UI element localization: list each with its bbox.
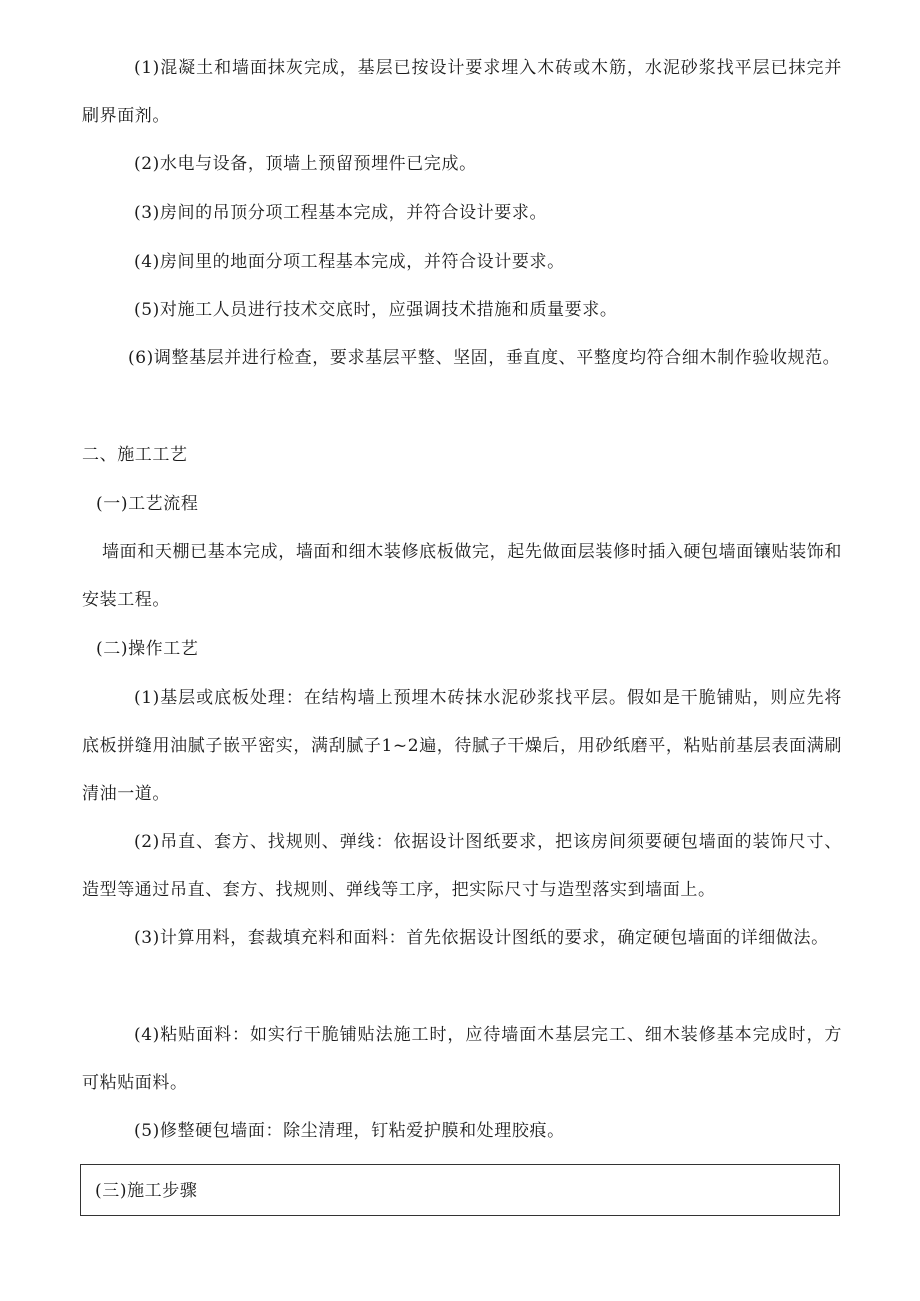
process-flow-title: (一)工艺流程 — [96, 494, 199, 514]
prerequisite-item-1: (1)混凝土和墙面抹灰完成，基层已按设计要求埋入木砖或木筋，水泥砂浆找平层已抹完并刷界面剂。 — [82, 58, 842, 126]
prerequisite-item-3: (3)房间的吊顶分项工程基本完成，并符合设计要求。 — [134, 203, 548, 223]
prerequisite-item-2: (2)水电与设备，顶墙上预留预埋件已完成。 — [134, 154, 477, 174]
prerequisite-item-6: (6)调整基层并进行检查，要求基层平整、坚固，垂直度、平整度均符合细木制作验收规范。 — [128, 348, 841, 368]
operation-step-4: (4)粘贴面料：如实行干脆铺贴法施工时，应待墙面木基层完工、细木装修基本完成时，方可粘贴面料。 — [82, 1025, 842, 1093]
section-two-title: 二、施工工艺 — [82, 445, 188, 465]
prerequisite-item-4: (4)房间里的地面分项工程基本完成，并符合设计要求。 — [134, 252, 565, 272]
process-flow-text: 墙面和天棚已基本完成，墙面和细木装修底板做完，起先做面层装修时插入硬包墙面镶贴装饰和安装工程。 — [82, 542, 842, 610]
prerequisite-item-5: (5)对施工人员进行技术交底时，应强调技术措施和质量要求。 — [134, 300, 618, 320]
operation-title: (二)操作工艺 — [96, 639, 199, 659]
operation-step-3: (3)计算用料，套裁填充料和面料：首先依据设计图纸的要求，确定硬包墙面的详细做法。 — [134, 928, 829, 948]
construction-steps-box — [80, 1164, 840, 1216]
operation-step-1: (1)基层或底板处理：在结构墙上预埋木砖抹水泥砂浆找平层。假如是干脆铺贴，则应先将底板拼缝用油腻子嵌平密实，满刮腻子1~2遍，待腻子干燥后，用砂纸磨平，粘贴前基层表面满刷清油一道。 — [82, 688, 842, 804]
construction-steps-title: (三)施工步骤 — [95, 1181, 198, 1201]
operation-step-2: (2)吊直、套方、找规则、弹线：依据设计图纸要求，把该房间须要硬包墙面的装饰尺寸、造型等通过吊直、套方、找规则、弹线等工序，把实际尺寸与造型落实到墙面上。 — [82, 832, 842, 900]
operation-step-5: (5)修整硬包墙面：除尘清理，钉粘爱护膜和处理胶痕。 — [134, 1121, 565, 1141]
